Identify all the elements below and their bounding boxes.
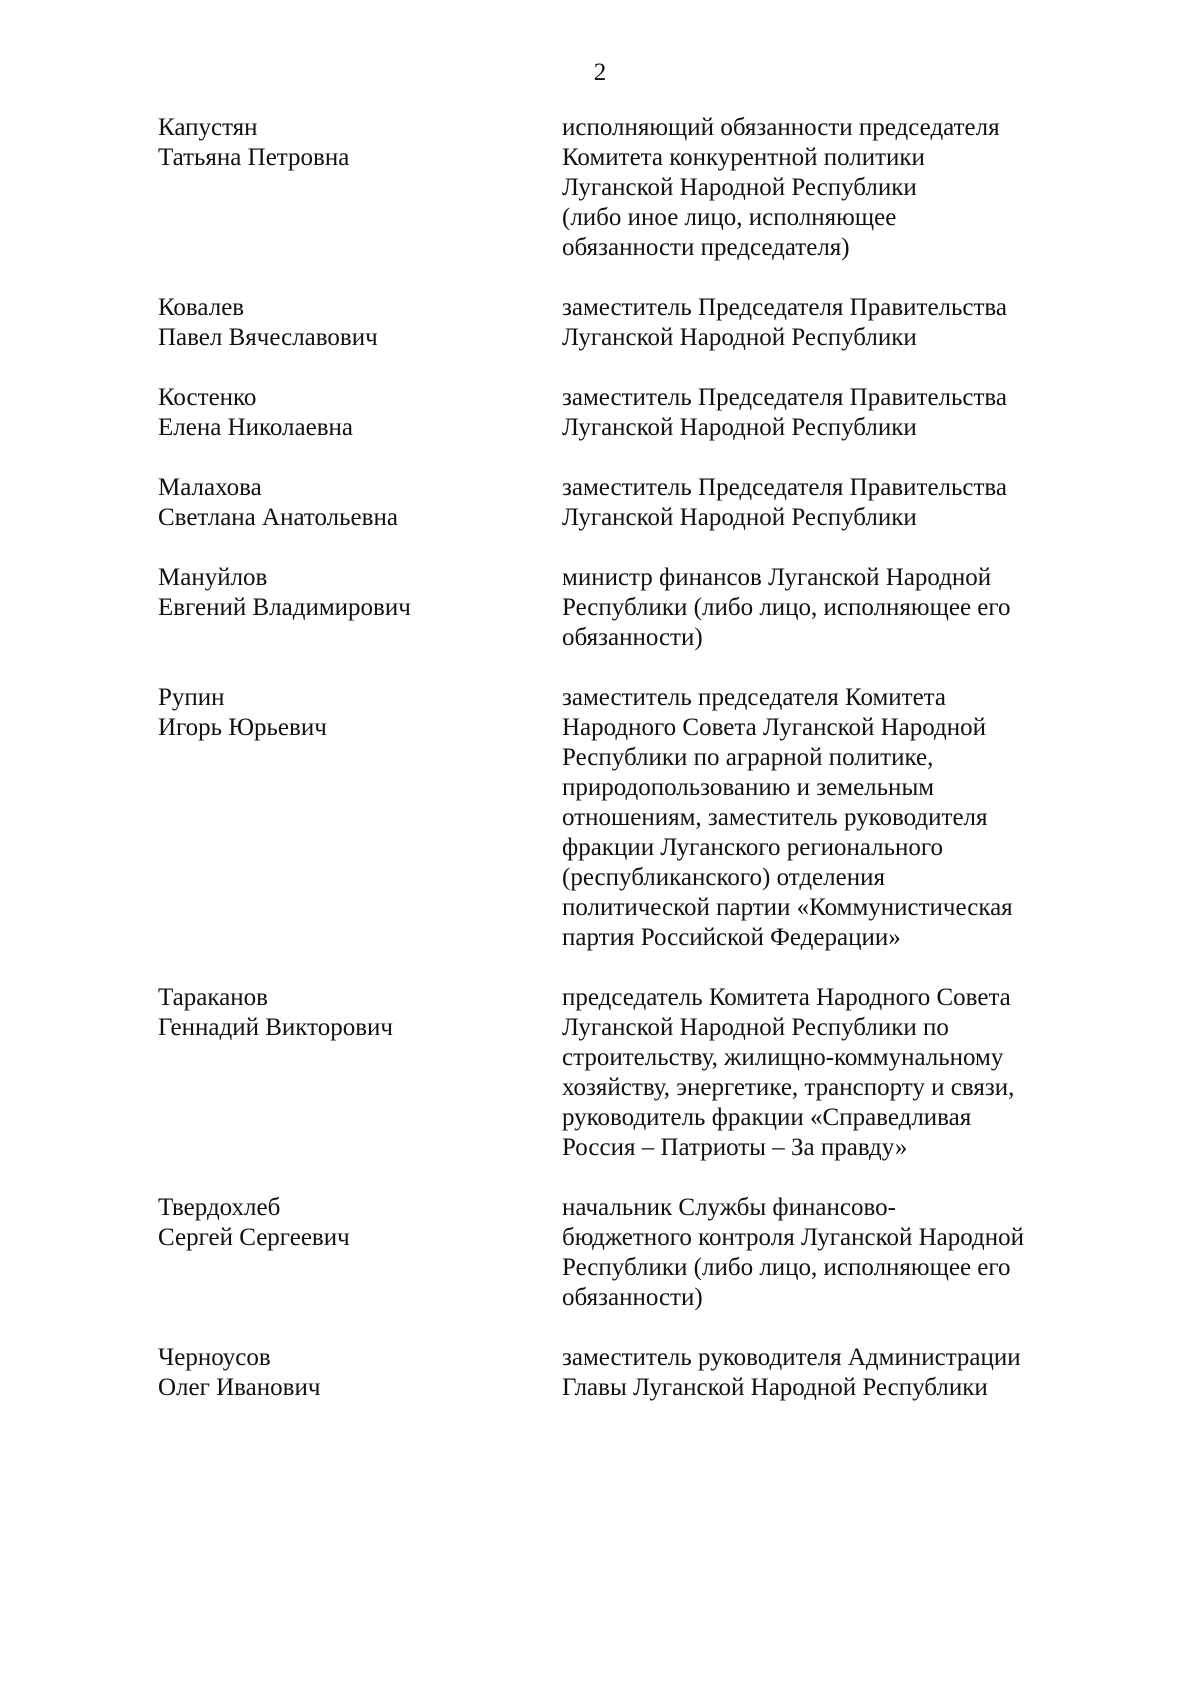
- member-entry: [0, 293, 1200, 353]
- position-line: Комитета конкурентной политики: [562, 144, 925, 171]
- position-line: заместитель руководителя Администрации: [562, 1344, 1021, 1371]
- member-given-name: Игорь Юрьевич: [158, 714, 327, 741]
- member-surname: Костенко: [158, 384, 257, 411]
- member-entry: [0, 473, 1200, 533]
- position-line: отношениям, заместитель руководителя: [562, 804, 988, 831]
- member-entry: [0, 1343, 1200, 1403]
- position-line: Луганской Народной Республики: [562, 174, 917, 201]
- member-surname: Твердохлеб: [158, 1194, 281, 1221]
- position-line: Луганской Народной Республики: [562, 504, 917, 531]
- position-line: (республиканского) отделения: [562, 864, 885, 891]
- position-line: Республики (либо лицо, исполняющее его: [562, 1254, 1011, 1281]
- page-number: 2: [593, 59, 607, 86]
- position-line: обязанности): [562, 624, 703, 651]
- member-surname: Мануйлов: [158, 564, 268, 591]
- member-position: [562, 1193, 1062, 1313]
- member-given-name: Олег Иванович: [158, 1374, 321, 1401]
- member-name: [158, 683, 562, 953]
- position-line: Луганской Народной Республики по: [562, 1014, 949, 1041]
- member-entry: [0, 683, 1200, 953]
- member-position: [562, 293, 1062, 353]
- member-position: [562, 1343, 1062, 1403]
- member-name: [158, 1343, 562, 1403]
- member-name: [158, 293, 562, 353]
- position-line: хозяйству, энергетике, транспорту и связи,: [562, 1074, 1015, 1101]
- position-line: партия Российской Федерации»: [562, 924, 901, 951]
- member-surname: Ковалев: [158, 294, 245, 321]
- position-line: Луганской Народной Республики: [562, 414, 917, 441]
- member-entry: [0, 563, 1200, 653]
- member-entry: [0, 383, 1200, 443]
- member-name: [158, 113, 562, 263]
- position-line: Россия – Патриоты – За правду»: [562, 1134, 908, 1161]
- position-line: политической партии «Коммунистическая: [562, 894, 1013, 921]
- member-given-name: Татьяна Петровна: [158, 144, 350, 171]
- member-given-name: Сергей Сергеевич: [158, 1224, 350, 1251]
- position-line: Республики по аграрной политике,: [562, 744, 934, 771]
- member-position: [562, 563, 1062, 653]
- member-surname: Малахова: [158, 474, 262, 501]
- member-surname: Тараканов: [158, 984, 268, 1011]
- member-given-name: Елена Николаевна: [158, 414, 353, 441]
- position-line: Главы Луганской Народной Республики: [562, 1374, 988, 1401]
- member-position: [562, 383, 1062, 443]
- member-position: [562, 113, 1062, 263]
- member-position: [562, 473, 1062, 533]
- member-name: [158, 383, 562, 443]
- member-entry: [0, 113, 1200, 263]
- member-given-name: Евгений Владимирович: [158, 594, 411, 621]
- position-line: исполняющий обязанности председателя: [562, 114, 1000, 141]
- position-line: (либо иное лицо, исполняющее: [562, 204, 897, 231]
- position-line: обязанности): [562, 1284, 703, 1311]
- position-line: руководитель фракции «Справедливая: [562, 1104, 972, 1131]
- position-line: фракции Луганского регионального: [562, 834, 944, 861]
- position-line: заместитель председателя Комитета: [562, 684, 947, 711]
- position-line: Народного Совета Луганской Народной: [562, 714, 986, 741]
- member-given-name: Геннадий Викторович: [158, 1014, 393, 1041]
- member-given-name: Павел Вячеславович: [158, 324, 378, 351]
- position-line: природопользованию и земельным: [562, 774, 935, 801]
- member-surname: Черноусов: [158, 1344, 271, 1371]
- position-line: начальник Службы финансово-: [562, 1194, 896, 1221]
- member-surname: Капустян: [158, 114, 258, 141]
- position-line: Республики (либо лицо, исполняющее его: [562, 594, 1011, 621]
- member-name: [158, 1193, 562, 1313]
- member-position: [562, 983, 1062, 1163]
- member-given-name: Светлана Анатольевна: [158, 504, 398, 531]
- position-line: заместитель Председателя Правительства: [562, 384, 1008, 411]
- position-line: бюджетного контроля Луганской Народной: [562, 1224, 1025, 1251]
- position-line: заместитель Председателя Правительства: [562, 474, 1008, 501]
- member-entry: [0, 983, 1200, 1163]
- position-line: строительству, жилищно-коммунальному: [562, 1044, 1004, 1071]
- member-surname: Рупин: [158, 684, 225, 711]
- member-name: [158, 983, 562, 1163]
- position-line: Луганской Народной Республики: [562, 324, 917, 351]
- member-entry: [0, 1193, 1200, 1313]
- members-list: [0, 113, 1200, 1433]
- position-line: председатель Комитета Народного Совета: [562, 984, 1011, 1011]
- position-line: министр финансов Луганской Народной: [562, 564, 992, 591]
- member-name: [158, 563, 562, 653]
- member-name: [158, 473, 562, 533]
- member-position: [562, 683, 1062, 953]
- position-line: обязанности председателя): [562, 234, 850, 261]
- position-line: заместитель Председателя Правительства: [562, 294, 1008, 321]
